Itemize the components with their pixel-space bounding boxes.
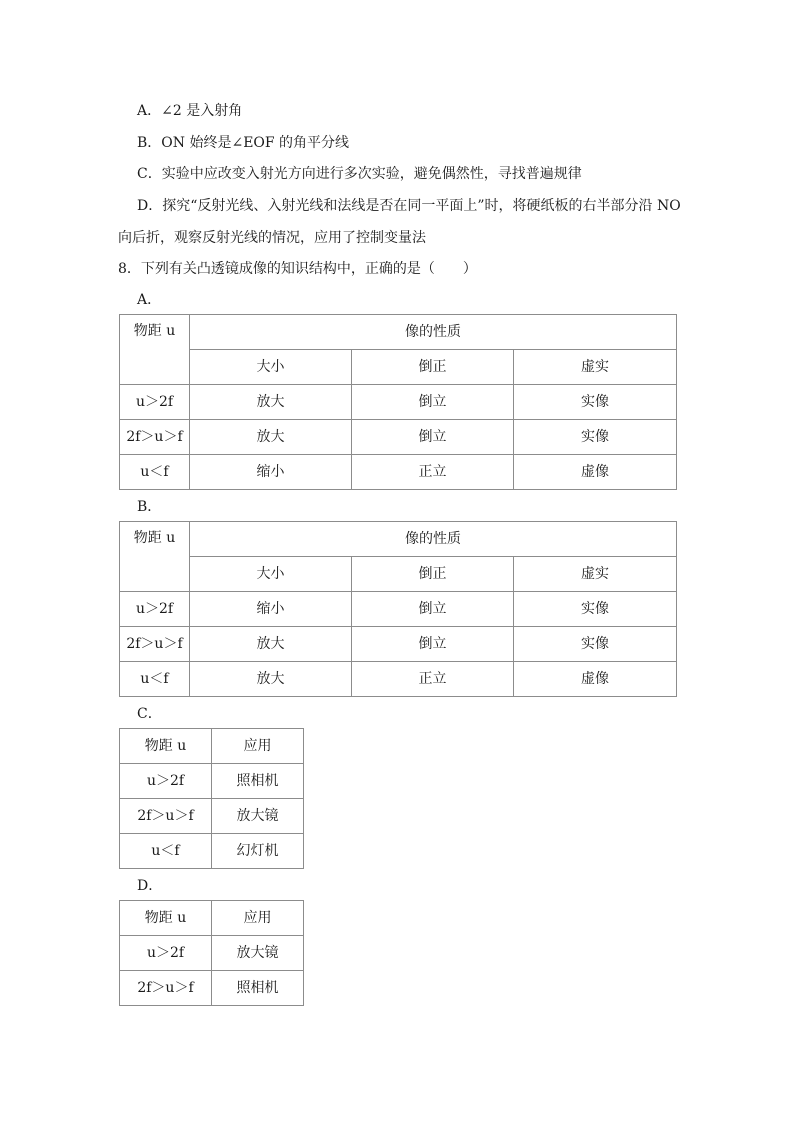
header-object-distance: 物距 u — [120, 901, 212, 936]
cell-distance: 2f＞u＞f — [120, 971, 212, 1006]
cell-application: 放大镜 — [212, 799, 304, 834]
cell-distance: 2f＞u＞f — [120, 420, 190, 455]
option-d-table — [119, 900, 304, 1006]
option-7c: C．实验中应改变入射光方向进行多次实验，避免偶然性，寻找普遍规律 — [137, 166, 582, 182]
cell-orientation: 正立 — [352, 662, 514, 697]
cell-real-virtual: 实像 — [514, 420, 677, 455]
table-row — [120, 662, 677, 697]
cell-distance: u＞2f — [120, 385, 190, 420]
cell-size: 放大 — [190, 662, 352, 697]
cell-real-virtual: 实像 — [514, 627, 677, 662]
cell-distance: 2f＞u＞f — [120, 627, 190, 662]
table-row — [120, 627, 677, 662]
table-row — [120, 799, 304, 834]
question-8-stem: 8．下列有关凸透镜成像的知识结构中，正确的是（ ） — [118, 261, 477, 277]
option-c-table — [119, 728, 304, 869]
cell-size: 缩小 — [190, 592, 352, 627]
cell-size: 缩小 — [190, 455, 352, 490]
option-b-label: B． — [137, 499, 162, 515]
cell-application: 放大镜 — [212, 936, 304, 971]
cell-size: 放大 — [190, 627, 352, 662]
table-row — [120, 592, 677, 627]
cell-distance: u＜f — [120, 455, 190, 490]
header-orientation: 倒正 — [352, 557, 514, 592]
table-row — [120, 764, 304, 799]
cell-orientation: 正立 — [352, 455, 514, 490]
option-b-table — [119, 521, 677, 697]
cell-distance: u＞2f — [120, 592, 190, 627]
header-size: 大小 — [190, 350, 352, 385]
cell-orientation: 倒立 — [352, 385, 514, 420]
table-row — [120, 971, 304, 1006]
cell-distance: u＞2f — [120, 936, 212, 971]
table-row — [120, 936, 304, 971]
option-7d-line1: D．探究“反射光线、入射光线和法线是否在同一平面上”时，将硬纸板的右半部分沿 NO — [137, 198, 681, 214]
cell-orientation: 倒立 — [352, 420, 514, 455]
header-image-property: 像的性质 — [190, 315, 677, 350]
header-object-distance: 物距 u — [120, 315, 190, 385]
cell-application: 幻灯机 — [212, 834, 304, 869]
cell-size: 放大 — [190, 420, 352, 455]
table-row — [120, 455, 677, 490]
cell-real-virtual: 实像 — [514, 385, 677, 420]
cell-distance: u＜f — [120, 834, 212, 869]
header-real-virtual: 虚实 — [514, 557, 677, 592]
header-application: 应用 — [212, 729, 304, 764]
option-7d-line2: 向后折，观察反射光线的情况，应用了控制变量法 — [118, 230, 426, 246]
cell-distance: u＞2f — [120, 764, 212, 799]
cell-real-virtual: 虚像 — [514, 455, 677, 490]
header-application: 应用 — [212, 901, 304, 936]
cell-distance: 2f＞u＞f — [120, 799, 212, 834]
option-c-label: C． — [137, 706, 162, 722]
header-object-distance: 物距 u — [120, 729, 212, 764]
cell-size: 放大 — [190, 385, 352, 420]
table-row — [120, 385, 677, 420]
header-real-virtual: 虚实 — [514, 350, 677, 385]
header-orientation: 倒正 — [352, 350, 514, 385]
option-a-label: A． — [137, 292, 162, 308]
option-7a: A．∠2 是入射角 — [137, 103, 243, 119]
header-object-distance: 物距 u — [120, 522, 190, 592]
cell-application: 照相机 — [212, 764, 304, 799]
cell-real-virtual: 虚像 — [514, 662, 677, 697]
cell-application: 照相机 — [212, 971, 304, 1006]
cell-distance: u＜f — [120, 662, 190, 697]
option-7b: B．ON 始终是∠EOF 的角平分线 — [137, 135, 350, 151]
option-a-table — [119, 314, 677, 490]
cell-orientation: 倒立 — [352, 592, 514, 627]
cell-orientation: 倒立 — [352, 627, 514, 662]
option-d-label: D． — [137, 878, 163, 894]
table-row — [120, 834, 304, 869]
header-size: 大小 — [190, 557, 352, 592]
cell-real-virtual: 实像 — [514, 592, 677, 627]
header-image-property: 像的性质 — [190, 522, 677, 557]
table-row — [120, 420, 677, 455]
